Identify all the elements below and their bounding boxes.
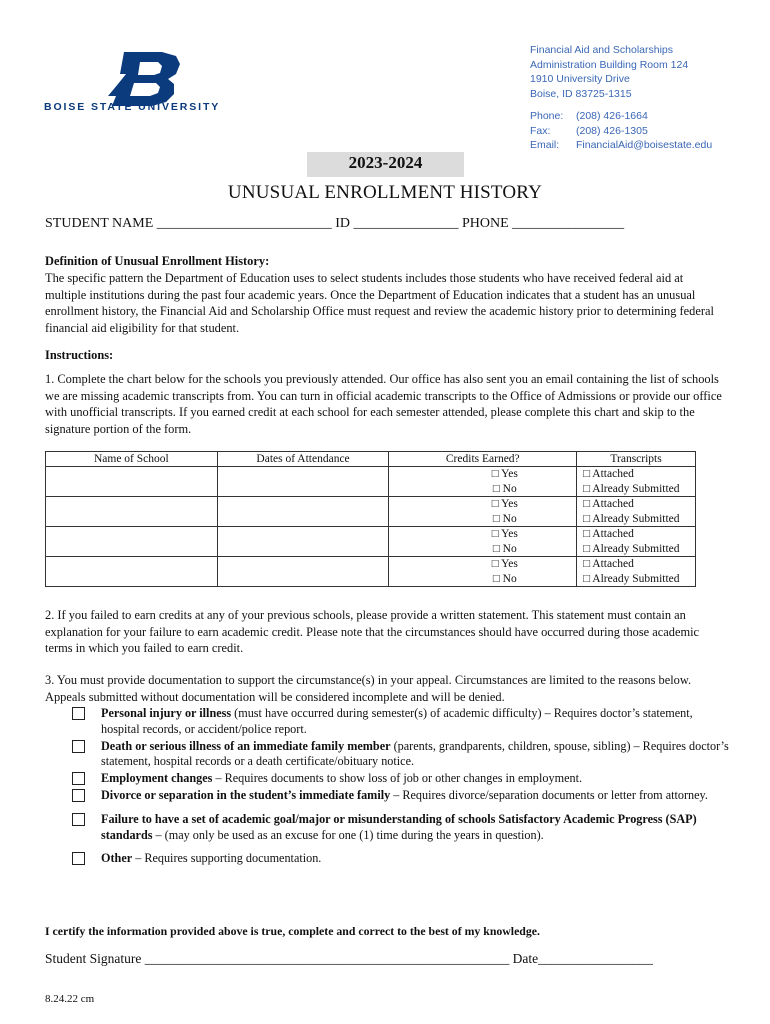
contact-value[interactable]: FinancialAid@boisestate.edu [576,139,713,151]
contact-label: Phone: [530,110,564,122]
transcripts-attached-checkbox[interactable]: □ Attached [583,498,634,510]
circumstance-checkbox[interactable] [72,740,85,753]
attendance-dates-cell[interactable] [217,557,389,587]
circumstance-item [72,706,732,738]
instruction-step-3: 3. You must provide documentation to support the circumstance(s) in your appeal. Circumstances are limited to the reasons below. Appeals submitted without documentation will be considered incomplete and will be denied. [45,673,692,704]
column-header: Name of School [46,452,218,467]
transcripts-cell [577,527,696,557]
circumstance-checkbox[interactable] [72,707,85,720]
transcripts-cell [577,497,696,527]
contact-value: (208) 426-1664 [576,110,648,122]
contact-email [530,138,712,153]
instruction-step-1: 1. Complete the chart below for the schools you previously attended. Our office has also sent you an email containing the list of schools we are missing academic transcripts from. You can turn in official academic transcripts to the Office of Admissions or provide our office with unofficial transcripts. If you earned credit at each school for each semester attended, please complete this chart and skip to the signature portion of the form. [45,372,722,436]
contact-fax [530,124,712,139]
contact-label: Fax: [530,124,551,137]
circumstance-description: (parents, grandparents, children, spouse, sibling) – Requires doctor’s statement, hospital records or a death certificate/obituary notice. [101,738,729,769]
credits-no-checkbox[interactable]: □ No [492,482,517,495]
school-name-cell[interactable] [46,557,218,587]
table-header-row [46,452,696,467]
circumstance-description: (must have occurred during semester(s) of academic difficulty) – Requires doctor’s statement, hospital records, or accident/police report. [101,706,693,736]
column-header: Dates of Attendance [217,452,389,467]
circumstance-description: – Requires divorce/separation documents or letter from attorney. [390,787,708,802]
credits-no-checkbox[interactable]: □ No [492,572,517,585]
instructions-heading: Instructions: [45,348,114,362]
circumstance-checklist [72,706,732,868]
credits-yes-checkbox[interactable]: □ Yes [491,468,518,480]
credits-earned-cell [389,557,577,587]
table-row [46,497,696,527]
column-header: Credits Earned? [389,452,577,467]
attendance-dates-cell[interactable] [217,527,389,557]
credits-earned-cell [389,467,577,497]
contact-phone [530,109,712,124]
signature-date-line[interactable]: Student Signature ______________________________________________________ Date_________________ [45,951,653,966]
circumstance-item [72,851,732,867]
circumstance-description: – Requires documents to show loss of job or other changes in employment. [212,771,583,786]
address-line: Boise, ID 83725-1315 [530,87,632,100]
credits-earned-cell [389,527,577,557]
credits-yes-checkbox[interactable]: □ Yes [491,558,518,570]
circumstance-item [72,739,732,771]
contact-label: Email: [530,139,560,151]
transcripts-submitted-checkbox[interactable]: □ Already Submitted [583,512,680,525]
transcripts-attached-checkbox[interactable]: □ Attached [583,468,634,480]
credits-yes-checkbox[interactable]: □ Yes [491,528,518,540]
definition-heading: Definition of Unusual Enrollment History: [45,254,270,268]
student-info-line[interactable]: STUDENT NAME _________________________ ID _______________ PHONE ________________ [45,216,625,231]
transcripts-submitted-checkbox[interactable]: □ Already Submitted [583,572,680,585]
column-header: Transcripts [577,452,696,467]
circumstance-item [72,788,732,804]
office-address [530,43,688,101]
circumstance-checkbox[interactable] [72,789,85,802]
circumstance-title: Death or serious illness of an immediate family member [101,738,391,753]
certification-statement: I certify the information provided above is true, complete and correct to the best of my knowledge. [45,924,540,938]
address-line: Financial Aid and Scholarships [530,44,674,56]
form-year: 2023-2024 [348,153,423,172]
circumstance-item [72,812,732,844]
credits-yes-checkbox[interactable]: □ Yes [491,498,518,510]
transcripts-attached-checkbox[interactable]: □ Attached [583,528,634,540]
school-name-cell[interactable] [46,527,218,557]
table-row [46,527,696,557]
transcripts-attached-checkbox[interactable]: □ Attached [583,558,634,570]
contact-info [530,109,712,153]
circumstance-checkbox[interactable] [72,813,85,826]
form-title: UNUSUAL ENROLLMENT HISTORY [227,182,543,203]
attendance-dates-cell[interactable] [217,497,389,527]
circumstance-description: – Requires supporting documentation. [132,851,322,866]
circumstance-title: Other [101,851,133,866]
circumstance-checkbox[interactable] [72,772,85,785]
circumstance-title: Failure to have a set of academic goal/major or misunderstanding of schools Satisfactory Academic Progress (SAP) standards [101,811,697,842]
attendance-dates-cell[interactable] [217,467,389,497]
circumstance-title: Employment changes [101,771,213,786]
table-row [46,557,696,587]
circumstance-title: Personal injury or illness [101,706,232,720]
credits-earned-cell [389,497,577,527]
credits-no-checkbox[interactable]: □ No [492,542,517,555]
table-row [46,467,696,497]
transcripts-submitted-checkbox[interactable]: □ Already Submitted [583,482,680,495]
school-name-cell[interactable] [46,467,218,497]
instruction-step-2: 2. If you failed to earn credits at any of your previous schools, please provide a written statement. This statement must contain an explanation for your failure to earn academic credit. Please note that the circumstances should have occurred during those academic terms in which you failed to earn credit. [45,608,700,656]
circumstance-item [72,771,732,787]
address-line: Administration Building Room 124 [530,58,689,71]
form-version-code: 8.24.22 cm [45,993,95,1005]
address-line: 1910 University Drive [530,73,630,85]
contact-value: (208) 426-1305 [576,124,648,137]
schools-table [45,451,696,587]
circumstance-checkbox[interactable] [72,852,85,865]
definition-text: The specific pattern the Department of Education uses to select students includes those students who have received federal aid at multiple institutions during the past four academic years. Once the Department of Education indicates that a student has an unusual enrollment history, the Financial Aid and Scholarship Office must request and review the academic history prior to determining federal financial aid eligibility for that student. [45,271,714,335]
circumstance-description: – (may only be used as an excuse for one (1) time during the years in question). [152,827,544,842]
transcripts-cell [577,467,696,497]
transcripts-submitted-checkbox[interactable]: □ Already Submitted [583,542,680,555]
university-name: BOISE STATE UNIVERSITY [44,101,221,113]
credits-no-checkbox[interactable]: □ No [492,512,517,525]
circumstance-title: Divorce or separation in the student’s immediate family [101,787,391,802]
transcripts-cell [577,557,696,587]
school-name-cell[interactable] [46,497,218,527]
